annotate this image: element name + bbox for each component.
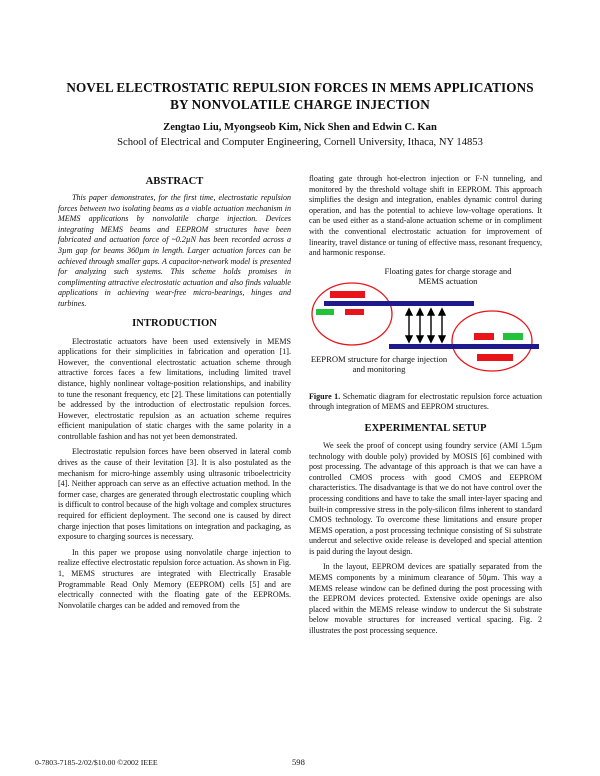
- intro-paragraph-1: Electrostatic actuators have been used extensively in MEMS applications for their simplicities in fabrication and operation [1]. However, the conventional electrostatic actuation scheme through attractive forces faces a few limitations, including limited travel distance, highly nonlinear voltage-position relationships, and inability to tune the resonant frequency, etc [2]. These limitations can potentially be addressed by the introduction of electrostatic repulsion forces. However, electrostatic repulsion as an actuation scheme requires efficient manipulation of static charges with the same polarity in a controllable fashion and has not yet been demonstrated.: [58, 336, 291, 441]
- upper-floating-gate-beam: [324, 301, 474, 306]
- lower-floating-gate-beam: [389, 344, 539, 349]
- figure-1: [309, 266, 542, 388]
- right-eeprom-circle: [452, 311, 532, 371]
- right-column: [309, 174, 542, 642]
- page-number: 598: [292, 757, 305, 767]
- left-bottom-green-electrode: [316, 309, 334, 315]
- right-top-green-electrode: [503, 333, 523, 340]
- title-line-1: NOVEL ELECTROSTATIC REPULSION FORCES IN MEMS APPLICATIONS: [66, 80, 534, 95]
- left-bottom-red-electrode: [345, 309, 364, 315]
- right-bottom-red-electrode: [477, 354, 513, 361]
- figure-label-floating-gates: Floating gates for charge storage and MEMS actuation: [384, 265, 512, 287]
- authors: Zengtao Liu, Myongseob Kim, Nick Shen and Edwin C. Kan: [163, 122, 437, 133]
- experimental-paragraph-2: In the layout, EEPROM devices are spatially separated from the MEMS components by a minimum clearance of 50µm. This way a MEMS release window can be defined during the post processing with the EEPROM devices protected. Extensive oxide openings are also placed within the MEMS release window to undercut the Si substrate below movable structures for increased vertical spacing. Fig. 2 illustrates the post processing sequence.: [309, 562, 542, 636]
- affiliation: School of Electrical and Computer Engineering, Cornell University, Ithaca, NY 14853: [117, 137, 483, 148]
- left-column: [58, 175, 291, 616]
- intro-paragraph-3: In this paper we propose using nonvolatile charge injection to realize effective electrostatic repulsion force actuation. As shown in Fig. 1, MEMS structures are integrated with Electrically Erasable Programmable Read Only Memory (EEPROM) cells [5] and are electrically connected with the floating gate of the EEPROMs. Nonvolatile charges can be added and removed from the: [58, 547, 291, 610]
- introduction-heading: INTRODUCTION: [132, 317, 217, 329]
- paper-title: [40, 79, 560, 113]
- experimental-paragraph-1: We seek the proof of concept using foundry service (AMI 1.5µm technology with double poly) provided by MOSIS [6] combined with post processing. The advantage of this approach is that we can have a controlled CMOS process with good CMOS and EEPROM characteristics. The disadvantage is that we do not have control over the processing conditions and have to take the small inter-layer spacing and built-in compressive stress in the poly-silicon films inherent to standard CMOS technology. To overcome these limitations and ensure proper MEMS operation, a post processing technique consisting of Si substrate undercut and selective oxide release is developed and special attention is paid during the layout design.: [309, 440, 542, 556]
- caption-text: Schematic diagram for electrostatic repulsion force actuation through integration of MEMS and EEPROM structures.: [309, 391, 542, 412]
- abstract-text: This paper demonstrates, for the first time, electrostatic repulsion forces between two isolating beams as a viable actuation mechanism in MEMS applications by nonvolatile charge injection. Devices integrating MEMS beams and EEPROM structures have been fabricated and actuation force of ~0.2µN has been recorded across a 3µm gap for beams 360µm in length. Larger actuation forces can be achieved through smaller gaps. A capacitor-network model is presented for analyzing such systems. This scheme holds promises in complimenting attractive electrostatic actuation and also finds valuable applications in achieving wear-free micro-bearings, hinges and turbines.: [58, 193, 291, 308]
- repulsion-arrows: [406, 309, 445, 342]
- right-top-red-electrode: [474, 333, 494, 340]
- experimental-heading: EXPERIMENTAL SETUP: [364, 422, 487, 434]
- left-top-red-electrode: [330, 291, 365, 298]
- continued-paragraph: floating gate through hot-electron injection or F-N tunneling, and monitored by the threshold voltage shift in EEPROM. This approach simplifies the design and integration, enables dynamic control during operation, and has the potential to achieve low-voltage operations. It can be used either as a stand-alone actuation scheme or in compliment with the conventional electrostatic actuation for improvement of linearity, travel distance or tuning of effective mass, resonant frequency, and harmonic response.: [309, 174, 542, 258]
- title-line-2: BY NONVOLATILE CHARGE INJECTION: [170, 97, 430, 112]
- figure-label-eeprom: EEPROM structure for charge injection and monitoring: [310, 353, 448, 375]
- caption-label: Figure 1.: [309, 391, 341, 401]
- abstract-body: [58, 193, 291, 310]
- figure-1-caption: [309, 392, 542, 413]
- abstract-heading: ABSTRACT: [145, 176, 204, 187]
- copyright-footer: 0-7803-7185-2/02/$10.00 ©2002 IEEE: [35, 758, 158, 767]
- intro-paragraph-2: Electrostatic repulsion forces have been observed in lateral comb drives as the cause of their levitation [3]. It is also postulated as the mechanism for micro-hinge assembly using ultrasonic triboelectricity [4]. Neither approach can serve as an effective actuation method. In the former case, charges are generated through electrostatic coupling which is difficult to control because of the high voltage and complex structures required for efficient deployment. The second one is caused by direct charge injection that poses limitations on integration and packaging, as exposure to charging sources is necessary.: [58, 447, 291, 542]
